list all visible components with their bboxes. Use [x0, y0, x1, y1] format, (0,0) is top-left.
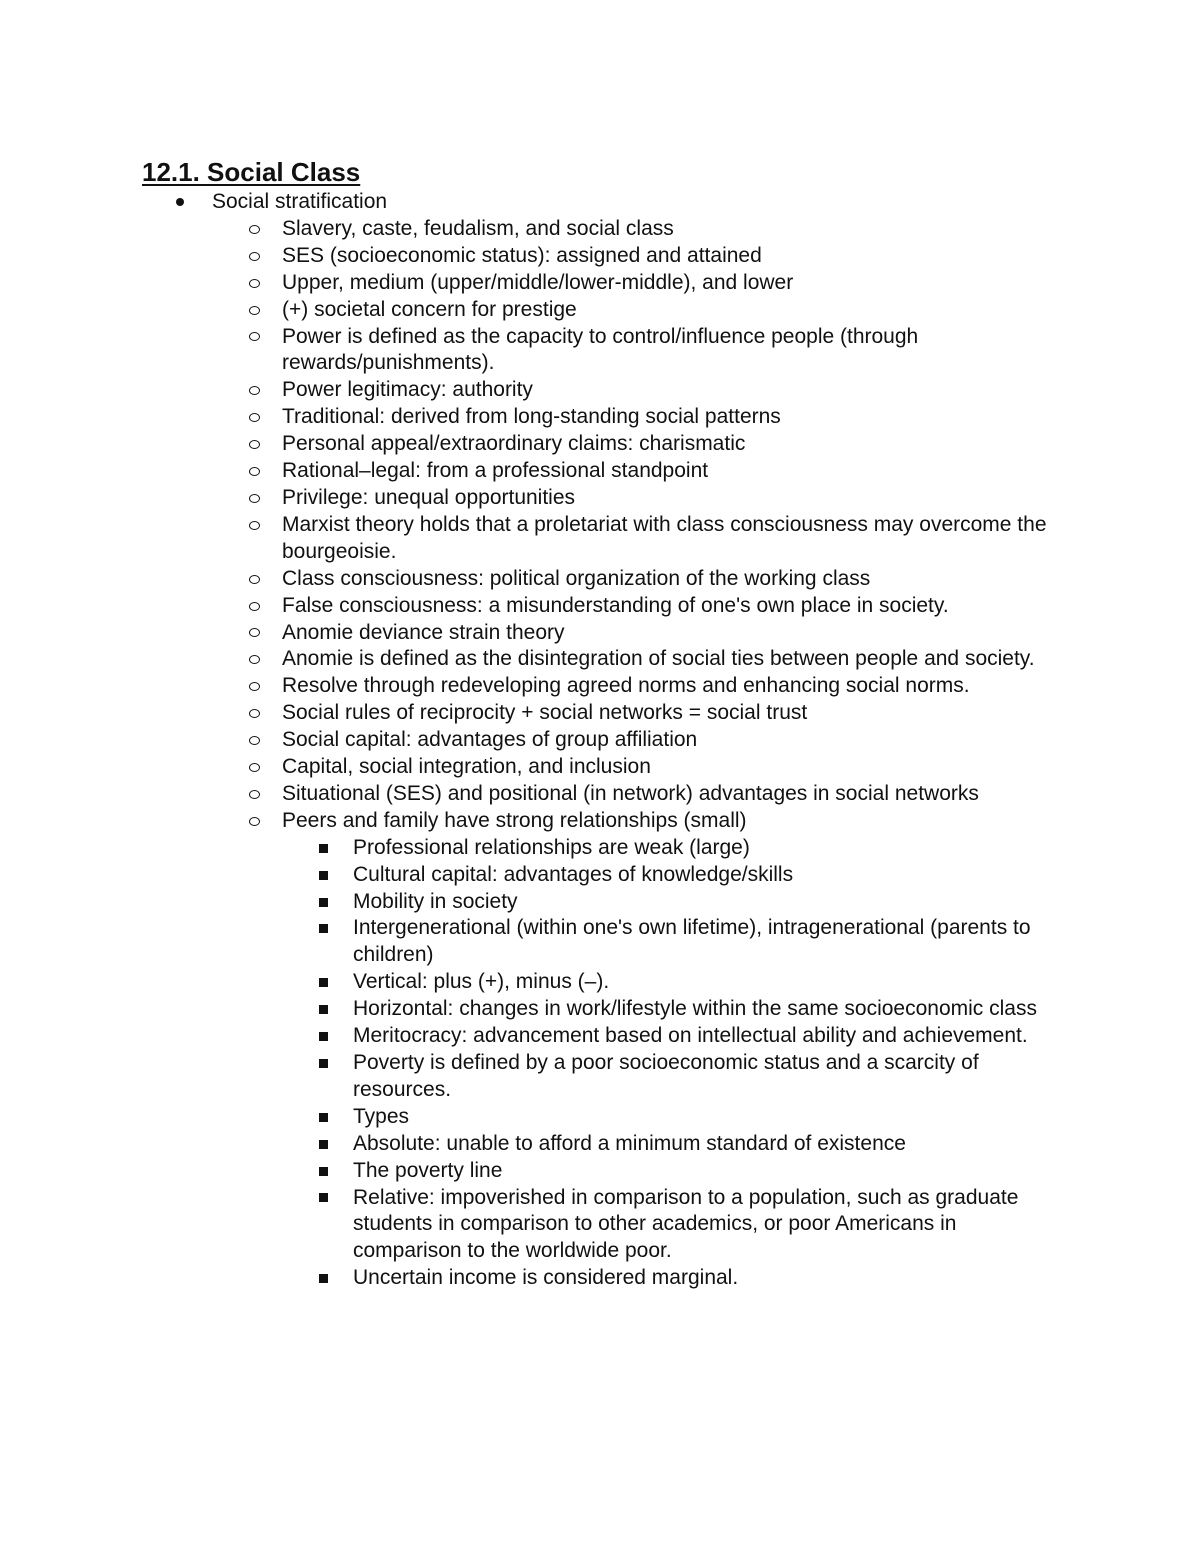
list-item-level3 — [0, 1131, 1200, 1158]
list-item-text: Social stratification — [212, 190, 388, 213]
list-item-text: SES (socioeconomic status): assigned and attained — [282, 243, 762, 267]
list-item-text: Professional relationships are weak (large) — [353, 835, 750, 859]
list-item-level2 — [0, 700, 1200, 727]
section-heading: 12.1. Social Class — [142, 157, 361, 187]
list-item-text: Power is defined as the capacity to control/influence people (through rewards/punishments). — [282, 324, 919, 375]
list-item-text: Situational (SES) and positional (in network) advantages in social networks — [282, 781, 979, 805]
list-item-text: Anomie is defined as the disintegration of social ties between people and society. — [282, 647, 1035, 671]
hollow-bullet-icon — [244, 781, 264, 808]
square-bullet-icon — [313, 889, 333, 916]
square-bullet-icon — [313, 1158, 333, 1185]
list-item-text: Resolve through redeveloping agreed norms and enhancing social norms. — [282, 674, 970, 698]
list-item-text: Personal appeal/extraordinary claims: charismatic — [282, 432, 746, 456]
list-item-level2 — [0, 646, 1200, 673]
list-item-level2 — [0, 270, 1200, 297]
hollow-bullet-icon — [244, 566, 264, 593]
list-item-text: Horizontal: changes in work/lifestyle within the same socioeconomic class — [353, 997, 1037, 1021]
square-bullet-icon — [313, 915, 333, 942]
list-item-level3 — [0, 1104, 1200, 1131]
filled-bullet-icon — [170, 189, 190, 216]
list-item-text: Upper, medium (upper/middle/lower-middle), and lower — [282, 270, 794, 294]
list-item-text: Traditional: derived from long-standing social patterns — [282, 405, 781, 429]
list-item-level3 — [0, 996, 1200, 1023]
square-bullet-icon — [313, 862, 333, 889]
list-item-level2 — [0, 727, 1200, 754]
list-item-text: Privilege: unequal opportunities — [282, 485, 576, 509]
hollow-bullet-icon — [244, 377, 264, 404]
square-bullet-icon — [313, 1050, 333, 1077]
hollow-bullet-icon — [244, 727, 264, 754]
hollow-bullet-icon — [244, 243, 264, 270]
list-item-level3 — [0, 1158, 1200, 1185]
list-item-level3 — [0, 862, 1200, 889]
list-item-text: Mobility in society — [353, 889, 518, 913]
list-item-level2 — [0, 431, 1200, 458]
list-item-level2 — [0, 808, 1200, 835]
square-bullet-icon — [313, 1023, 333, 1050]
list-item-text: Social rules of reciprocity + social networks = social trust — [282, 701, 808, 725]
list-item-level2 — [0, 673, 1200, 700]
list-item-text: (+) societal concern for prestige — [282, 297, 577, 321]
list-item-text: False consciousness: a misunderstanding of one's own place in society. — [282, 593, 949, 617]
hollow-bullet-icon — [244, 324, 264, 351]
square-bullet-icon — [313, 1185, 333, 1212]
list-item-level2 — [0, 620, 1200, 647]
hollow-bullet-icon — [244, 620, 264, 647]
hollow-bullet-icon — [244, 431, 264, 458]
list-item-level3 — [0, 969, 1200, 996]
square-bullet-icon — [313, 996, 333, 1023]
list-item-level3 — [0, 1023, 1200, 1050]
list-item-text: Marxist theory holds that a proletariat with class consciousness may overcome the bourgeoisie. — [282, 512, 1047, 563]
list-item-level2 — [0, 512, 1200, 566]
list-item-text: The poverty line — [353, 1158, 503, 1182]
hollow-bullet-icon — [244, 458, 264, 485]
list-item-level2 — [0, 216, 1200, 243]
list-item-level2 — [0, 377, 1200, 404]
list-item-level3 — [0, 889, 1200, 916]
list-item-level2 — [0, 458, 1200, 485]
list-item-level3 — [0, 1050, 1200, 1104]
list-item-level2 — [0, 243, 1200, 270]
hollow-bullet-icon — [244, 700, 264, 727]
square-bullet-icon — [313, 969, 333, 996]
list-item-level2 — [0, 297, 1200, 324]
list-item-text: Social capital: advantages of group affiliation — [282, 728, 698, 752]
list-item-text: Slavery, caste, feudalism, and social class — [282, 216, 674, 240]
outline-list — [0, 189, 1200, 1292]
list-item-level3 — [0, 835, 1200, 862]
hollow-bullet-icon — [244, 404, 264, 431]
list-item-text: Poverty is defined by a poor socioeconomic status and a scarcity of resources. — [353, 1051, 979, 1101]
list-item-text: Rational–legal: from a professional standpoint — [282, 459, 709, 483]
list-item-text: Anomie deviance strain theory — [282, 620, 565, 644]
list-item-text: Types — [353, 1104, 410, 1128]
hollow-bullet-icon — [244, 270, 264, 297]
hollow-bullet-icon — [244, 485, 264, 512]
list-item-level3 — [0, 915, 1200, 969]
list-item-text: Intergenerational (within one's own lifetime), intragenerational (parents to children) — [353, 916, 1031, 967]
list-item-level3 — [0, 1185, 1200, 1266]
list-item-text: Power legitimacy: authority — [282, 378, 533, 402]
list-item-level2 — [0, 781, 1200, 808]
list-item-level3 — [0, 1265, 1200, 1292]
list-item-text: Peers and family have strong relationships (small) — [282, 808, 747, 832]
hollow-bullet-icon — [244, 593, 264, 620]
hollow-bullet-icon — [244, 646, 264, 673]
square-bullet-icon — [313, 1131, 333, 1158]
hollow-bullet-icon — [244, 216, 264, 243]
hollow-bullet-icon — [244, 512, 264, 539]
hollow-bullet-icon — [244, 673, 264, 700]
list-item-text: Class consciousness: political organization of the working class — [282, 566, 871, 590]
hollow-bullet-icon — [244, 754, 264, 781]
list-item-level2 — [0, 324, 1200, 378]
list-item-text: Vertical: plus (+), minus (–). — [353, 970, 610, 994]
square-bullet-icon — [313, 835, 333, 862]
hollow-bullet-icon — [244, 297, 264, 324]
list-item-level2 — [0, 593, 1200, 620]
square-bullet-icon — [313, 1265, 333, 1292]
list-item-text: Capital, social integration, and inclusion — [282, 755, 651, 779]
list-item-level2 — [0, 754, 1200, 781]
list-item-text: Uncertain income is considered marginal. — [353, 1266, 739, 1290]
square-bullet-icon — [313, 1104, 333, 1131]
list-item-level2 — [0, 404, 1200, 431]
list-item-level2 — [0, 485, 1200, 512]
list-item-text: Cultural capital: advantages of knowledge/skills — [353, 862, 794, 886]
list-item-text: Relative: impoverished in comparison to a population, such as graduate students in comparison to other academics, or poor Americans in comparison to the worldwide poor. — [353, 1185, 1019, 1263]
list-item-text: Meritocracy: advancement based on intellectual ability and achievement. — [353, 1024, 1028, 1048]
hollow-bullet-icon — [244, 808, 264, 835]
list-item-level1 — [0, 189, 1200, 216]
list-item-level2 — [0, 566, 1200, 593]
list-item-text: Absolute: unable to afford a minimum standard of existence — [353, 1131, 906, 1155]
